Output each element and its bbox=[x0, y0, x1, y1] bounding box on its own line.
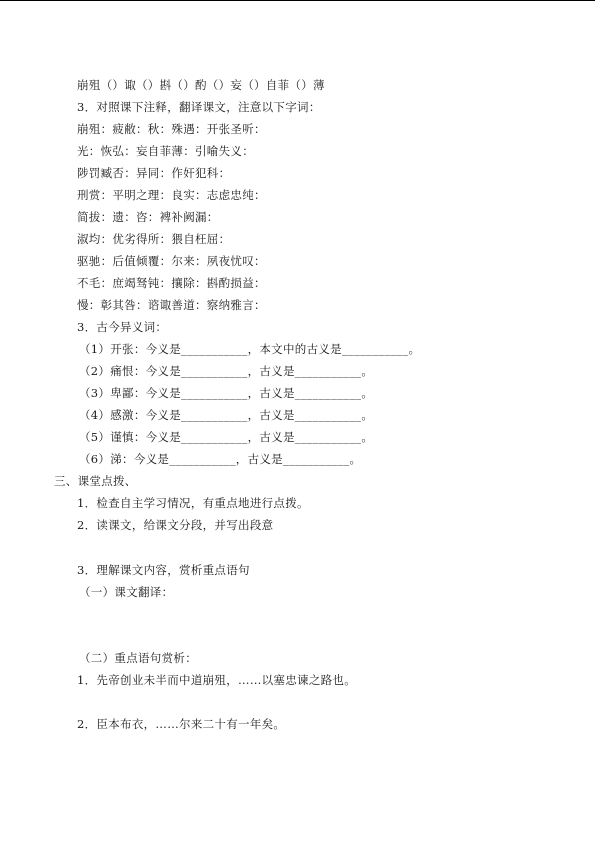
section-heading-class-guidance: 三、课堂点拨、 bbox=[54, 474, 137, 488]
vocab-line-5: 简拔：遗：咨：裨补阙漏： bbox=[77, 210, 219, 224]
word-item-5: （5）谨慎：今义是___________，古义是___________。 bbox=[79, 430, 374, 444]
vocab-line-7: 驱驰：后值倾覆：尔来：夙夜忧叹： bbox=[77, 254, 266, 268]
pronunciation-blanks-line: 崩殂（）诹（）斟（）酌（）妄（）自菲（）薄 bbox=[77, 78, 325, 92]
translation-instruction: 3．对照课下注释，翻译课文，注意以下字词： bbox=[77, 100, 321, 114]
word-item-6: （6）涕：今义是___________，古义是___________。 bbox=[79, 452, 362, 466]
vocab-line-1: 崩殂：疲敝：秋：殊遇：开张圣听： bbox=[77, 122, 266, 136]
vocab-line-4: 刑赏：平明之理：良实：志虑忠纯： bbox=[77, 188, 266, 202]
vocab-line-6: 淑均：优劣得所：猥自枉屈： bbox=[77, 232, 231, 246]
guidance-item-3: 3．理解课文内容，赏析重点语句 bbox=[77, 563, 250, 577]
key-sentence-subheading: （二）重点语句赏析： bbox=[79, 651, 197, 665]
translation-subheading: （一）课文翻译： bbox=[79, 585, 174, 599]
ancient-modern-heading: 3．古今异义词： bbox=[77, 320, 168, 334]
key-sentence-1: 1．先帝创业未半而中道崩殂，……以塞忠谏之路也。 bbox=[77, 673, 357, 687]
vocab-line-3: 陟罚臧否：异同：作奸犯科： bbox=[77, 166, 231, 180]
vocab-line-2: 光：恢弘：妄自菲薄：引喻失义： bbox=[77, 144, 254, 158]
word-item-3: （3）卑鄙：今义是___________，古义是___________。 bbox=[79, 386, 374, 400]
vocab-line-9: 慢：彰其咎：谘诹善道：察纳雅言： bbox=[77, 298, 266, 312]
word-item-2: （2）痛恨：今义是___________，古义是___________。 bbox=[79, 364, 374, 378]
word-item-4: （4）感激：今义是___________，古义是___________。 bbox=[79, 408, 374, 422]
vocab-line-8: 不毛：庶竭驽钝：攘除：斟酌损益： bbox=[77, 276, 266, 290]
word-item-1: （1）开张：今义是___________，本文中的古义是___________。 bbox=[79, 342, 421, 356]
guidance-item-2: 2．读课文，给课文分段，并写出段意 bbox=[77, 518, 274, 532]
guidance-item-1: 1．检查自主学习情况，有重点地进行点拨。 bbox=[77, 496, 309, 510]
key-sentence-2: 2．臣本布衣，……尔来二十有一年矣。 bbox=[77, 717, 286, 731]
